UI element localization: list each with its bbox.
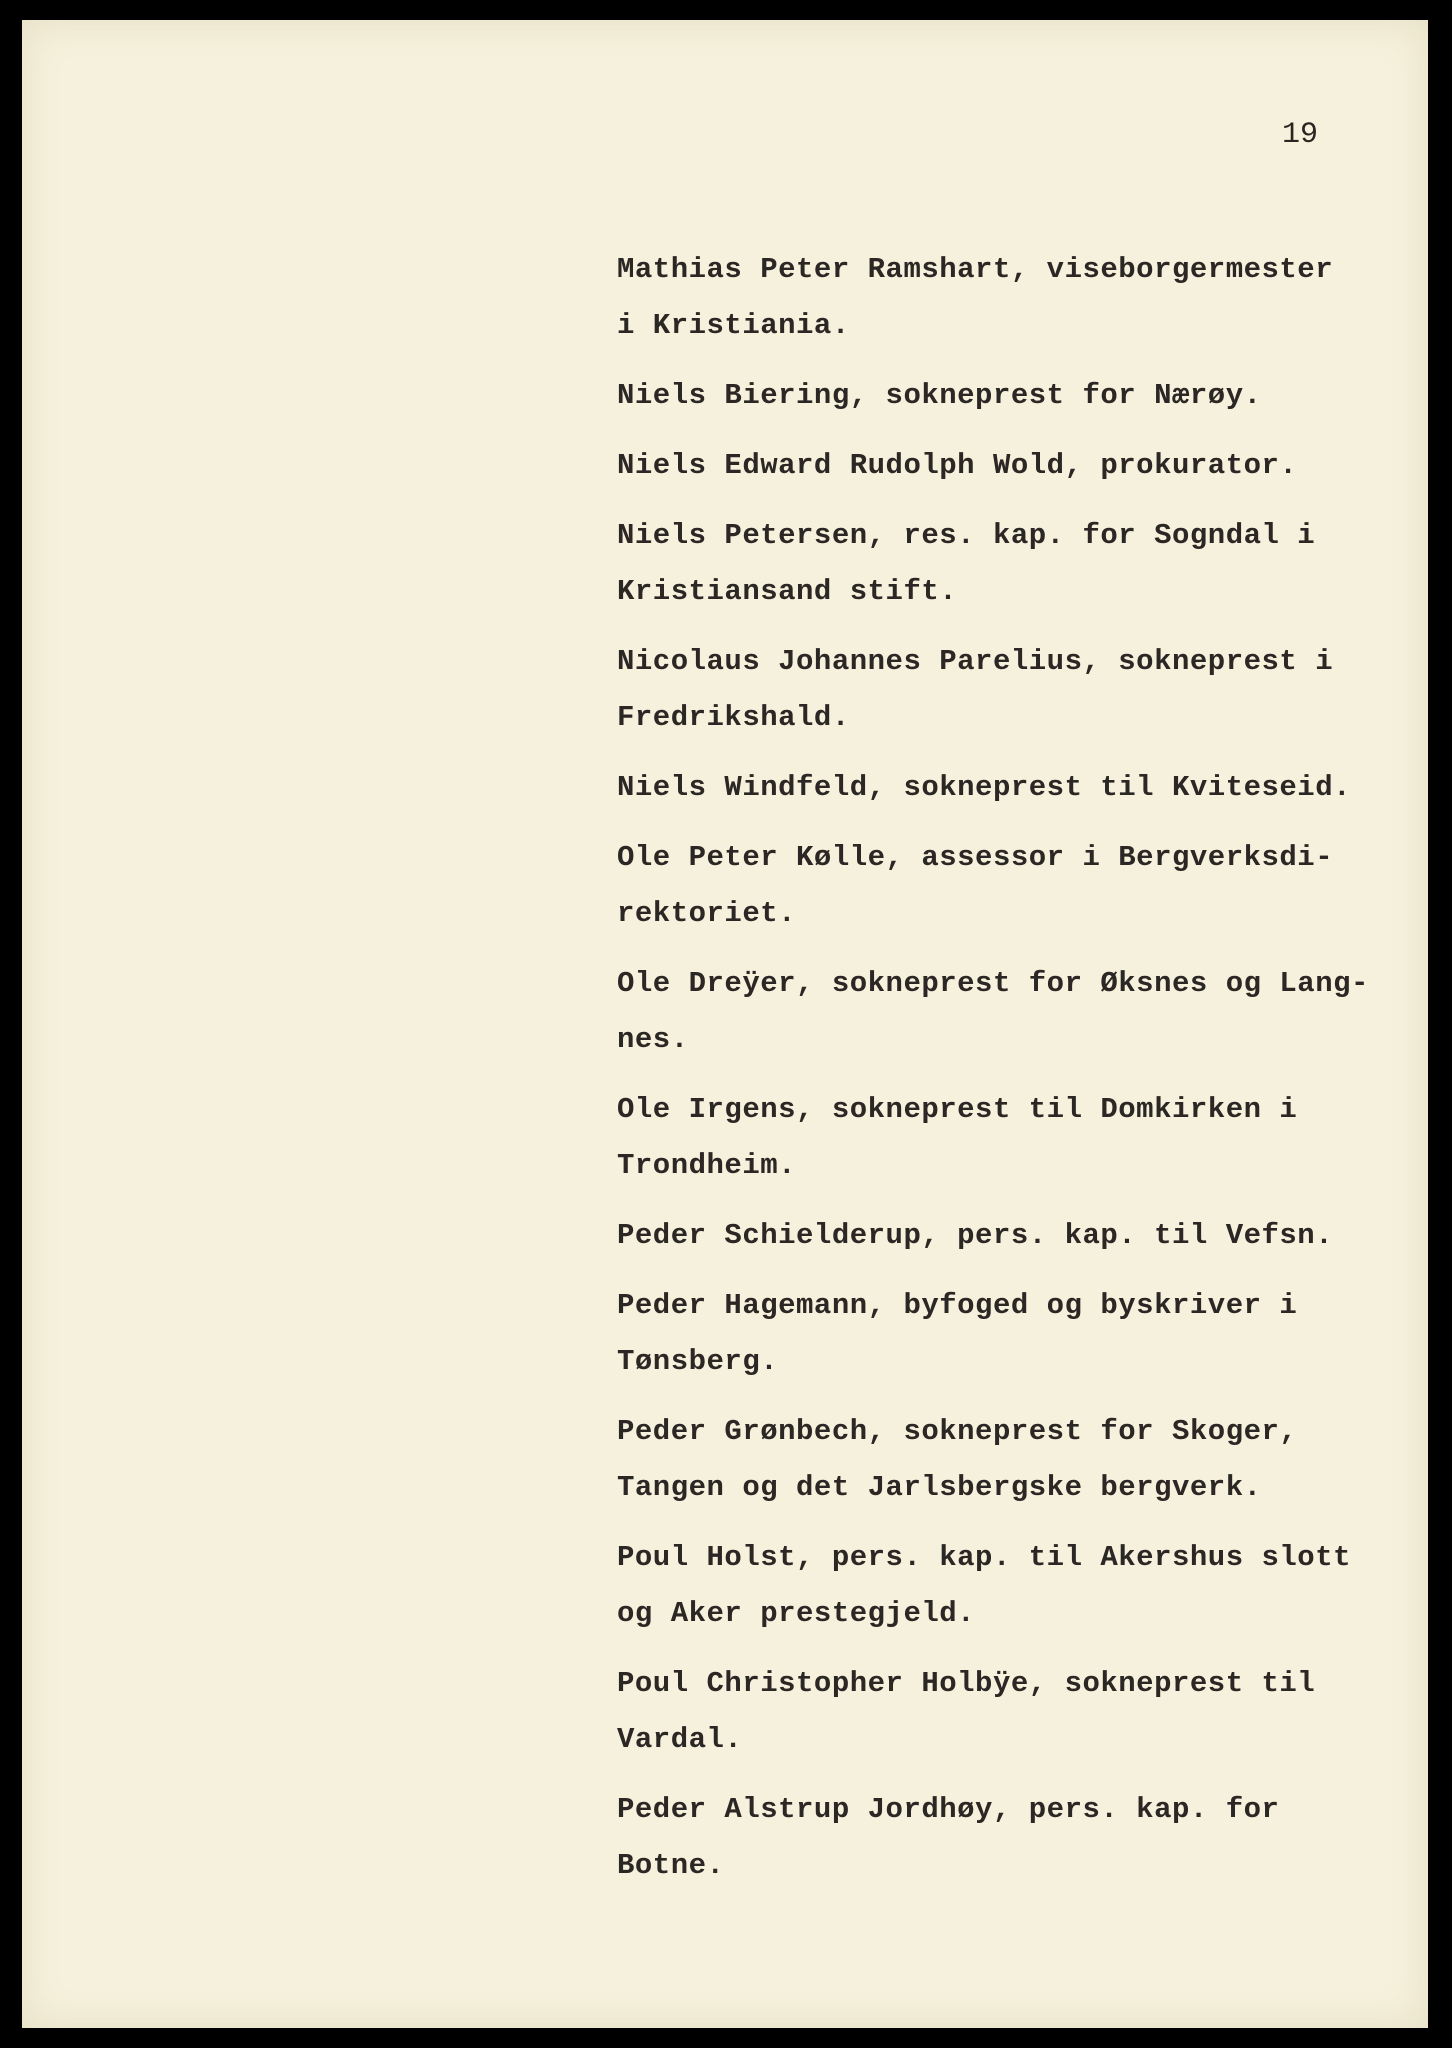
list-item xyxy=(617,1530,1377,1642)
entry-line: Trondheim. xyxy=(617,1149,797,1182)
list-item xyxy=(617,438,1377,494)
entry-line: Tønsberg. xyxy=(617,1345,779,1378)
entry-line: Niels Windfeld, sokneprest til Kviteseid. xyxy=(617,771,1352,804)
list-item xyxy=(617,1208,1377,1264)
entry-line: Tangen og det Jarlsbergske bergverk. xyxy=(617,1471,1262,1504)
entry-line: Peder Hagemann, byfoged og byskriver i xyxy=(617,1289,1298,1322)
entry-line: Ole Dreÿer, sokneprest for Øksnes og Lang- xyxy=(617,967,1369,1000)
entry-line: Ole Peter Kølle, assessor i Bergverksdi- xyxy=(617,841,1334,874)
entry-line: Niels Biering, sokneprest for Nærøy. xyxy=(617,379,1262,412)
entry-line: Botne. xyxy=(617,1849,725,1882)
list-item xyxy=(617,634,1377,746)
entry-line: rektoriet. xyxy=(617,897,797,930)
entry-line: Niels Petersen, res. kap. for Sogndal i xyxy=(617,519,1316,552)
entry-line: Fredrikshald. xyxy=(617,701,850,734)
list-item xyxy=(617,242,1377,354)
list-item xyxy=(617,1082,1377,1194)
list-item xyxy=(617,368,1377,424)
entry-line: Kristiansand stift. xyxy=(617,575,958,608)
entry-line: Peder Grønbech, sokneprest for Skoger, xyxy=(617,1415,1298,1448)
page-number: 19 xyxy=(1282,118,1319,152)
list-item xyxy=(617,1656,1377,1768)
entry-line: Poul Christopher Holbÿe, sokneprest til xyxy=(617,1667,1316,1700)
entry-line: Peder Schielderup, pers. kap. til Vefsn. xyxy=(617,1219,1334,1252)
entry-line: Niels Edward Rudolph Wold, prokurator. xyxy=(617,449,1298,482)
entry-line: i Kristiania. xyxy=(617,309,850,342)
entry-line: Poul Holst, pers. kap. til Akershus slott xyxy=(617,1541,1352,1574)
list-item xyxy=(617,508,1377,620)
entry-line: Nicolaus Johannes Parelius, sokneprest i xyxy=(617,645,1334,678)
list-item xyxy=(617,760,1377,816)
list-item xyxy=(617,1404,1377,1516)
entry-line: nes. xyxy=(617,1023,689,1056)
entry-line: Mathias Peter Ramshart, viseborgermester xyxy=(617,253,1334,286)
list-item xyxy=(617,1782,1377,1894)
list-item xyxy=(617,956,1377,1068)
list-item xyxy=(617,1278,1377,1390)
entry-line: Vardal. xyxy=(617,1723,743,1756)
list-item xyxy=(617,830,1377,942)
entry-line: Ole Irgens, sokneprest til Domkirken i xyxy=(617,1093,1298,1126)
entry-line: og Aker prestegjeld. xyxy=(617,1597,976,1630)
entry-line: Peder Alstrup Jordhøy, pers. kap. for xyxy=(617,1793,1280,1826)
document-page xyxy=(22,20,1428,2028)
entry-list xyxy=(617,242,1377,1908)
